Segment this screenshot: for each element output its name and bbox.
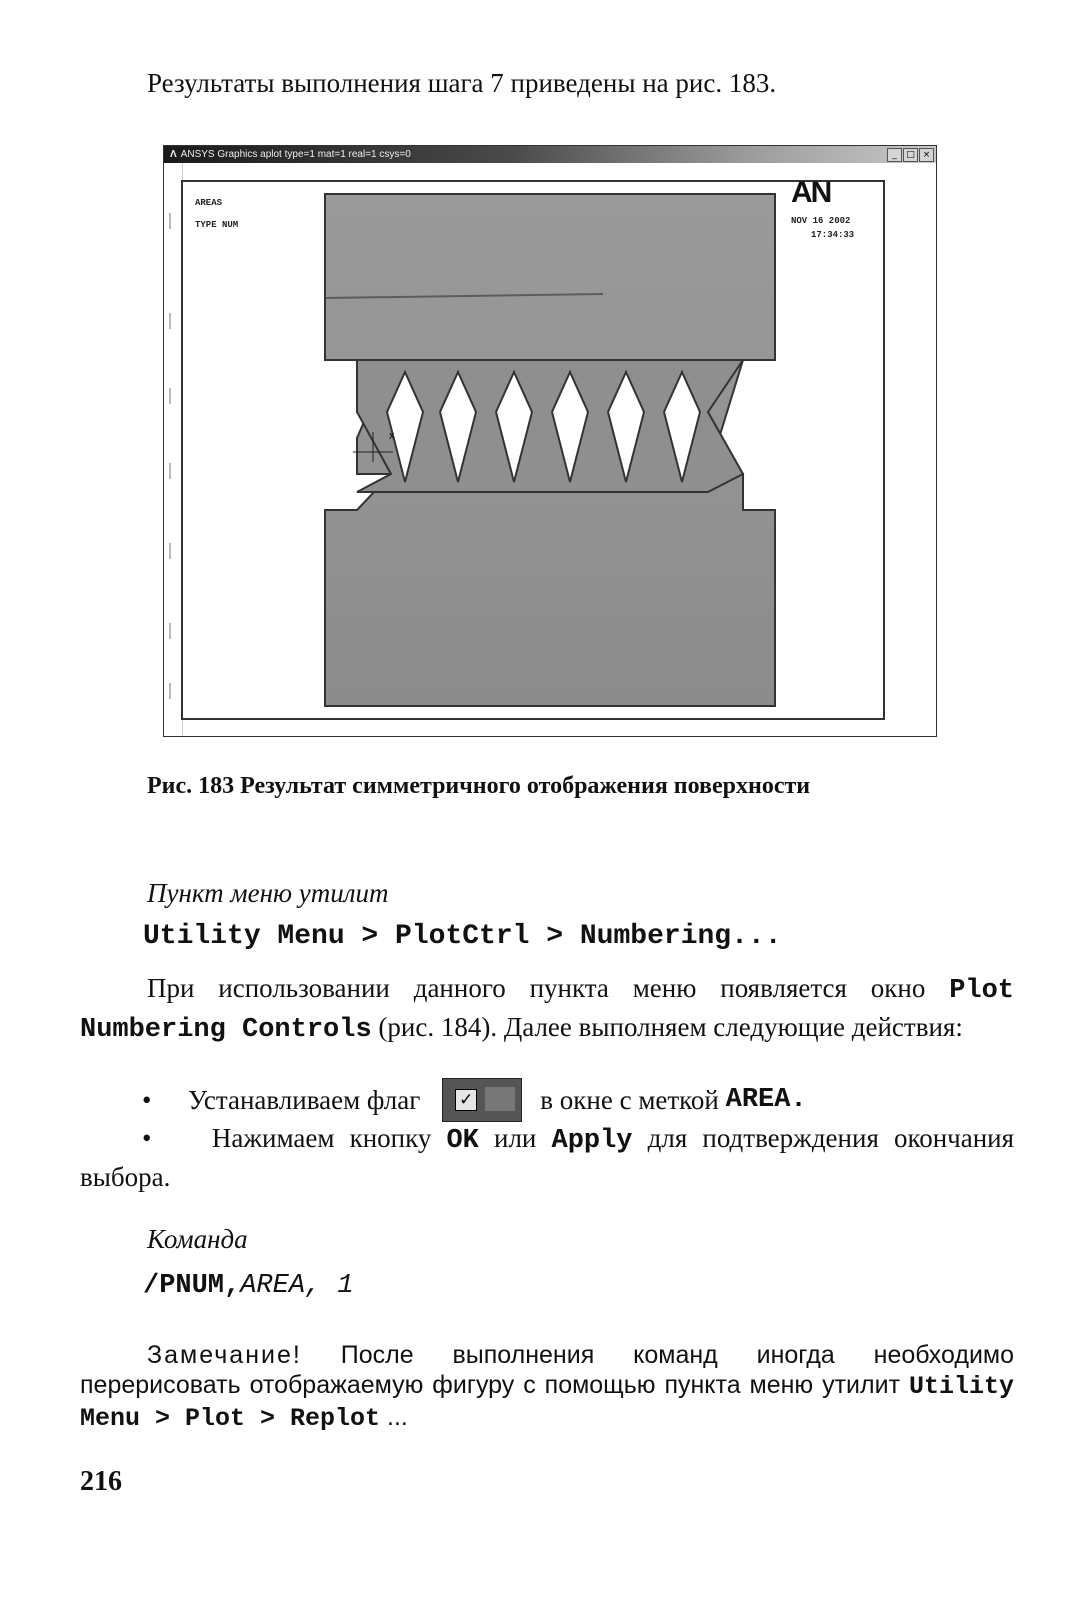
graphics-area [181,176,885,720]
checkmark-icon: ✓ [455,1089,477,1111]
note-ellipsis: ... [387,1403,408,1431]
bullet1-text-post: в окне с меткой [540,1084,719,1115]
areas-label: AREAS [195,198,223,208]
note-paragraph [80,1340,1014,1434]
menu-path: Utility Menu > PlotCtrl > Numbering... [143,921,782,952]
command-name: /PNUM, [143,1271,241,1301]
axis-x-label: X [389,432,395,442]
ok-code: OK [446,1126,479,1156]
replot-menu-path: Utility Menu > Plot > Replot [80,1372,1014,1433]
bullet-dot: • [142,1123,152,1153]
apply-code: Apply [551,1126,633,1156]
window-controls [887,148,934,162]
minimize-button[interactable]: _ [887,148,902,162]
paragraph [80,970,1014,1048]
ansys-logo-icon: Λ [170,149,177,160]
figure-caption: Рис. 183 Результат симметричного отображения поверхности [147,773,811,799]
window-title: ANSYS Graphics aplot type=1 mat=1 real=1 csys=0 [180,149,411,160]
maximize-button[interactable]: □ [903,148,918,162]
page-number: 216 [80,1466,122,1497]
intro-text: Результаты выполнения шага 7 приведены на рис. 183. [147,68,777,98]
type-num-label: TYPE NUM [195,220,239,230]
ansys-logo: AN [791,176,831,209]
note-text: После выполнения команд иногда необходимо перерисовать отображаемую фигуру с помощью пункта меню утилит [80,1341,1015,1399]
ansys-graphics-window [163,145,937,737]
plot-numbering-controls-code: Plot Numbering Controls [80,976,1014,1045]
bullet2-text-pre: Нажимаем кнопку [211,1123,432,1153]
command-section-label: Команда [147,1224,248,1254]
on-label-block [485,1087,515,1111]
bullet2-or: или [494,1123,537,1153]
bullet-item-2 [80,1120,1014,1195]
menu-section-label: Пункт меню утилит [147,878,389,908]
bullet2-text-post: для подтверждения окончания выбора. [80,1123,1015,1192]
plot-date: NOV 16 2002 [791,216,851,226]
window-title-bar [164,146,936,163]
paragraph-part2: (рис. 184). Далее выполняем следующие действия: [378,1012,963,1042]
note-word: Замечание! [147,1341,302,1369]
area-label-code: AREA. [725,1085,807,1115]
symmetric-areas-plot [183,182,883,718]
command-args: AREA, 1 [240,1271,354,1301]
bullet1-text-pre: Устанавливаем флаг [188,1084,421,1115]
command-line [143,1268,354,1301]
plot-time: 17:34:33 [811,230,855,240]
paragraph-part1: При использовании данного пункта меню появляется окно [147,973,926,1003]
bullet-dot: • [142,1084,152,1115]
bullet-item-1 [142,1078,807,1122]
checkbox-on-image [442,1078,522,1122]
close-button[interactable]: × [919,148,934,162]
